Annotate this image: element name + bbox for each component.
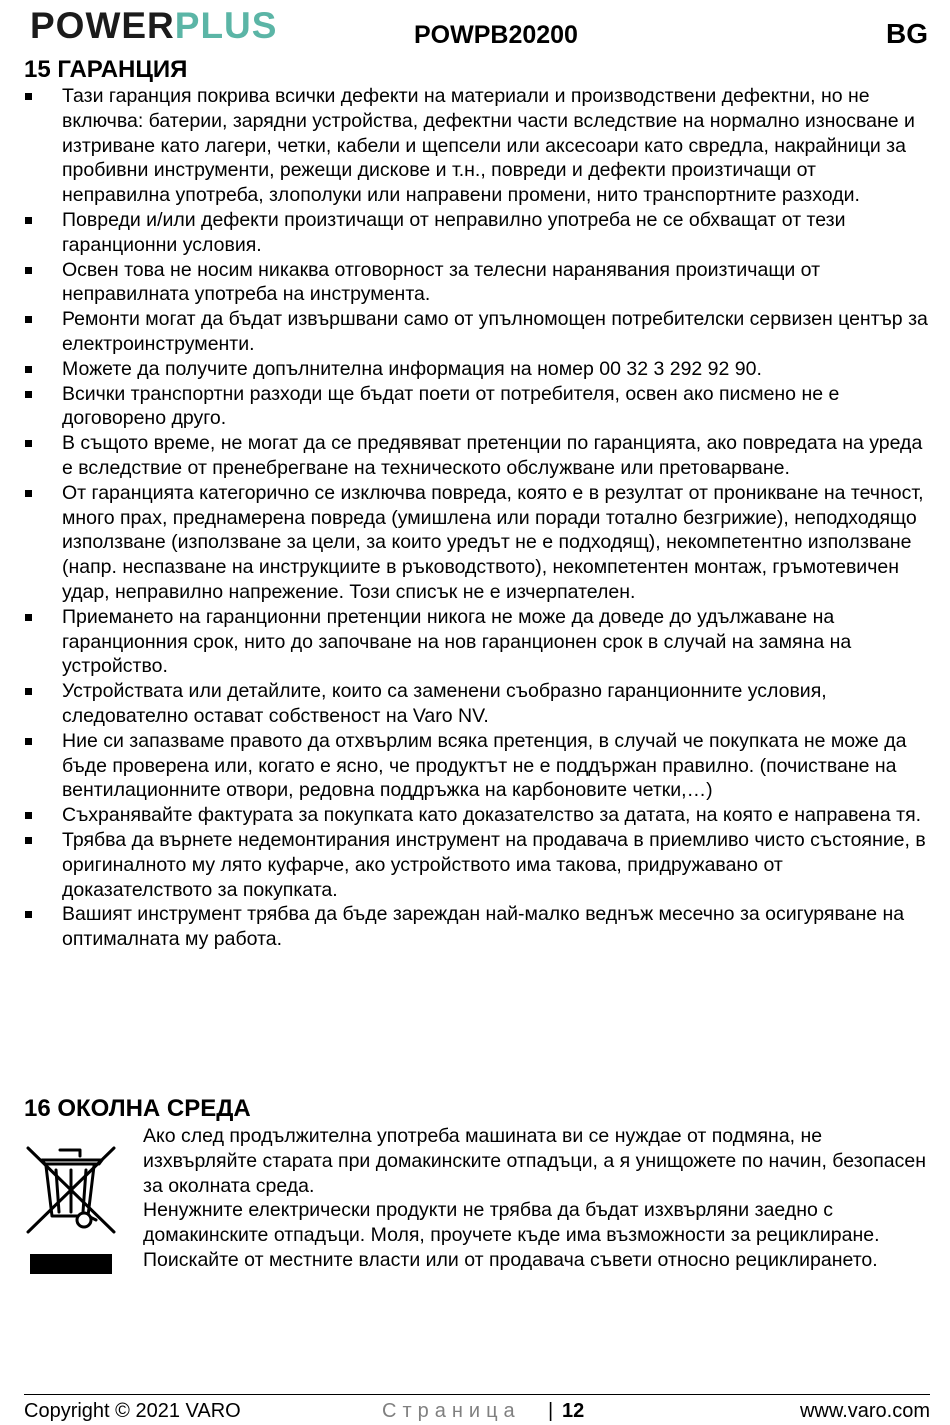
list-item bbox=[24, 382, 929, 432]
list-item-text: Приемането на гаранционни претенции никога не може да доведе до удължаване на гаранционния срок, нито до започване на нов гаранционен срок в случай на замяна на устройство. bbox=[62, 605, 852, 678]
bullet-icon bbox=[25, 440, 32, 447]
language-code: BG bbox=[886, 18, 928, 49]
list-item-text: Освен това не носим никаква отговорност за телесни наранявания произтичащи от неправилната употреба на инструмента. bbox=[62, 258, 821, 306]
list-item-text: Тази гаранция покрива всички дефекти на материали и производствени дефектни, но не включва: батерии, зарядни устройства, дефектни части вследствие на нормално износване и изтриване като лагери, четки, кабели и щепсели или аксесоари като свредла, накрайници за пробивни инструменти, режещи дискове и т.н., повреди и дефекти произтичащи от неправилна употреба, злополуки или направени промени, нито транспортните разходи. bbox=[62, 85, 915, 207]
list-item bbox=[24, 729, 929, 803]
bullet-icon bbox=[25, 688, 32, 695]
bullet-icon bbox=[25, 267, 32, 274]
list-item-text: Трябва да върнете недемонтирания инструмент на продавача в приемливо чисто състояние, в оригиналното му лято куфарче, ако устройството има такова, придружавано от доказателството за покупката. bbox=[62, 828, 926, 901]
page-label: Страница bbox=[382, 1400, 521, 1422]
bullet-icon bbox=[25, 217, 32, 224]
bullet-icon bbox=[25, 391, 32, 398]
bullet-icon bbox=[25, 812, 32, 819]
bullet-icon bbox=[25, 316, 32, 323]
logo-part-power: POWER bbox=[30, 5, 175, 46]
list-item bbox=[24, 828, 929, 902]
environment-paragraph-2: Ненужните електрически продукти не трябва да бъдат изхвърляни заедно с домакинските отпадъци. Моля, проучете къде има възможности за рециклиране. Поискайте от местните власти или от продавача съвети относно рециклирането. bbox=[143, 1199, 880, 1271]
list-item bbox=[24, 803, 929, 828]
page-separator: | bbox=[548, 1400, 554, 1422]
list-item-text: Можете да получите допълнителна информация на номер 00 32 3 292 92 90. bbox=[62, 357, 762, 380]
list-item bbox=[24, 902, 929, 952]
logo-part-plus: PLUS bbox=[174, 5, 278, 46]
list-item-text: Вашият инструмент трябва да бъде зареждан най-малко веднъж месечно за осигуряване на оптималната му работа. bbox=[62, 903, 905, 951]
list-item-text: Всички транспортни разходи ще бъдат поети от потребителя, освен ако писмено не е договорено друго. bbox=[62, 382, 840, 430]
list-item-text: Повреди и/или дефекти произтичащи от неправилно употреба не се обхващат от тези гаранционни условия. bbox=[62, 208, 846, 256]
model-number: POWPB20200 bbox=[414, 21, 578, 49]
list-item bbox=[24, 605, 929, 679]
list-item-text: Устройствата или детайлите, които са заменени съобразно гаранционните условия, следователно остават собственост на Varo NV. bbox=[62, 680, 827, 727]
website-link[interactable]: www.varo.com bbox=[799, 1400, 930, 1422]
bullet-icon bbox=[25, 490, 32, 497]
bullet-icon bbox=[25, 366, 32, 373]
section-15-title: 15 ГАРАНЦИЯ bbox=[24, 56, 188, 83]
list-item bbox=[24, 307, 929, 357]
page-footer bbox=[24, 1394, 930, 1425]
list-item-text: В същото време, не могат да се предявяват претенции по гаранцията, ако повредата на уреда е вследствие от пренебрегване на техническото обслужване или претоварване. bbox=[62, 432, 923, 479]
list-item-text: Ние си запазваме правото да отхвърлим всяка претенция, в случай че покупката не може да бъде проверена или, когато е ясно, че продуктът не е поддържан правилно. (почистване на вентилационните отвори, редовна поддръжка на карбоновите четки,…) bbox=[62, 729, 907, 802]
bullet-icon bbox=[25, 911, 32, 918]
warranty-list bbox=[24, 84, 929, 952]
list-item-text: Съхранявайте фактурата за покупката като доказателство за датата, на която е направена тя. bbox=[62, 804, 922, 827]
bullet-icon bbox=[25, 614, 32, 621]
list-item bbox=[24, 258, 929, 308]
list-item-text: Ремонти могат да бъдат извършвани само от упълномощен потребителски сервизен център за електроинструменти. bbox=[62, 308, 928, 355]
list-item bbox=[24, 84, 929, 208]
list-item bbox=[24, 679, 929, 729]
copyright-text: Copyright © 2021 VARO bbox=[24, 1400, 241, 1422]
bullet-icon bbox=[25, 93, 32, 100]
list-item bbox=[24, 481, 929, 605]
crossed-out-wheelie-bin-icon bbox=[24, 1140, 118, 1274]
list-item bbox=[24, 208, 929, 258]
brand-logo bbox=[30, 4, 277, 48]
list-item bbox=[24, 431, 929, 481]
section-16-title: 16 ОКОЛНА СРЕДА bbox=[24, 1095, 251, 1122]
bullet-icon bbox=[25, 738, 32, 745]
page-header bbox=[0, 0, 950, 56]
list-item bbox=[24, 357, 929, 382]
environment-text bbox=[143, 1124, 929, 1273]
environment-paragraph-1: Ако след продължителна употреба машината ви се нуждае от подмяна, не изхвърляйте старата при домакинските отпадъци, а я унищожете по начин, безопасен за околната среда. bbox=[143, 1125, 927, 1197]
page-number: 12 bbox=[562, 1400, 585, 1422]
list-item-text: От гаранцията категорично се изключва повреда, която е в резултат от проникване на течност, много прах, преднамерена повреда (умишлена или поради тотално безгрижие), неподходящо използване (използване за цели, за които уредът не е подходящ), некомпетентно използване (напр. неспазване на инструкциите в ръководството), некомпетентен монтаж, гръмотевичен удар, неправилно напрежение. Този списък не е изчерпателен. bbox=[62, 481, 924, 603]
bullet-icon bbox=[25, 837, 32, 844]
